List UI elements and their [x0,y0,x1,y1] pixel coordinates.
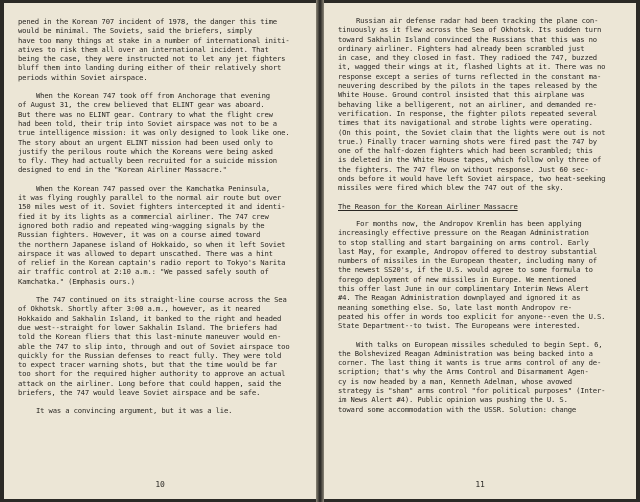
right-page-number: 11 [475,479,485,489]
section-heading: The Reason for the Korean Airliner Massacre [338,201,518,211]
left-page [4,3,316,499]
left-paragraph-1: pened in the Korean 707 incident of 1978, the danger this time would be minimal. The Soviets, said the briefers, simply have too many things at stake in a number of international initi- atives to risk them all over an international incident. That being the case, they were instructed not to let any jet fighters bluff them into landing during either of their relatively short periods within Soviet airspace. [18,17,290,82]
left-paragraph-2: When the Korean 747 took off from Anchorage that evening of August 31, the crew believed that ELINT gear was aboard. But there was no ELINT gear. Contrary to what the flight crew had been told, their trip into Soviet airspace was not to be a true intelligence mission: it was only designed to look like one. The story about an urgent ELINT mission had been used only to justify the perilous route which the Koreans were being asked to fly. They had actually been recruited for a suicide mission designed to end in the "Korean Airliner Massacre." [18,91,290,175]
book-gutter [316,0,324,502]
left-paragraph-4: The 747 continued on its straight-line course across the Sea of Okhotsk. Shortly after 3:00 a.m., however, as it neared Hokkaido and Sakhalin Island, it banked to the right and headed due west--straight for lower Sakhalin Island. The briefers had told the Korean fliers that this last-minute maneuver would en- able the 747 to slip into, through and out of Soviet airspace too quickly for the Russian defenses to react fully. They were told to expect tracer warning shots, but that the time would be far too short for the required higher authority to approve an actual attack on the airliner. Long before that could happen, said the briefers, the 747 would leave Soviet airspace and be safe. [18,295,290,397]
left-page-number: 10 [155,479,165,489]
right-paragraph-2: For months now, the Andropov Kremlin has been applying increasingly effective pressure on the Reagan Administration to stop stalling and start bargaining on arms control. Early last May, for example, Andropov offered to destroy substantial numbers of missiles in the European theater, including many of the newest SS20's, if the U.S. would agree to some formula to forego deployment of new missiles in Europe. We mentioned this offer last June in our complimentary Interim News Alert #4. The Reagan Administration downplayed and ignored it as meaning something else. So, late last month Andropov re- peated his offer in words too explicit for anyone--even the U.S. State Department--to twist. The Europeans were interested. [338,218,606,331]
right-paragraph-3: With talks on European missiles scheduled to begin Sept. 6, the Bolshevized Reagan Administration was being backed into a corner. The last thing it wants is true arms control of any de- scription; that's why the Arms Control and Disarmament Agen- cy is now headed by a man, Kenneth Adelman, whose avowed strategy is "sham" arms control "for political purposes" (Inter- im News Alert #4). Public opinion was pushing the U. S. toward some accommodation with the USSR. Solution: change [338,339,606,414]
right-paragraph-1: Russian air defense radar had been tracking the plane con- tinuously as it flew across the Sea of Okhotsk. Its sudden turn toward Sakhalin Island convinced the Russians that this was no ordinary airliner. Fighters had already been scrambled just in case, and they closed in fast. They radioed the 747, buzzed it, wagged their wings at it, flashed lights at it. There was no response except a series of turns reflected in the constant ma- neuvering described by the pilots in the tapes released by the White House. Ground control insisted that this airplane was behaving like a belligerent, not an airliner, and demanded re- verification. In response, the fighter pilots repeated several times that its navigational and strobe lights were operating. (On this point, the Soviet claim that the lights were out is not true.) Finally tracer warning shots were fired past the 747 by one of the half-dozen fighters which had been scrambled; this is deleted in the White House tapes, which follow only three of the fighters. The 747 flew on without response. Just 60 sec- onds before it would have left Soviet airspace, two heat-seeking missiles were fired which blew the 747 out of the sky. [338,16,606,193]
left-paragraph-3: When the Korean 747 passed over the Kamchatka Peninsula, it was flying roughly parallel to the normal air route but over 150 miles west of it. Soviet fighters intercepted it and identi- fied it by its lights as a commercial airliner. The 747 crew ignored both radio and repeated wing-wagging signals by the Russian fighters. However, it was on a course aimed toward the northern Japanese island of Hokkaido, so when it left Soviet airspace it was allowed to depart unscathed. There was a hint of relief in the Korean captain's radio report to Tokyo's Narita air traffic control at 2:10 a.m.: "We passed safely south of Kamchatka." (Emphasis ours.) [18,183,286,286]
left-paragraph-5: It was a convincing argument, but it was a lie. [36,406,233,416]
right-page [324,3,636,499]
